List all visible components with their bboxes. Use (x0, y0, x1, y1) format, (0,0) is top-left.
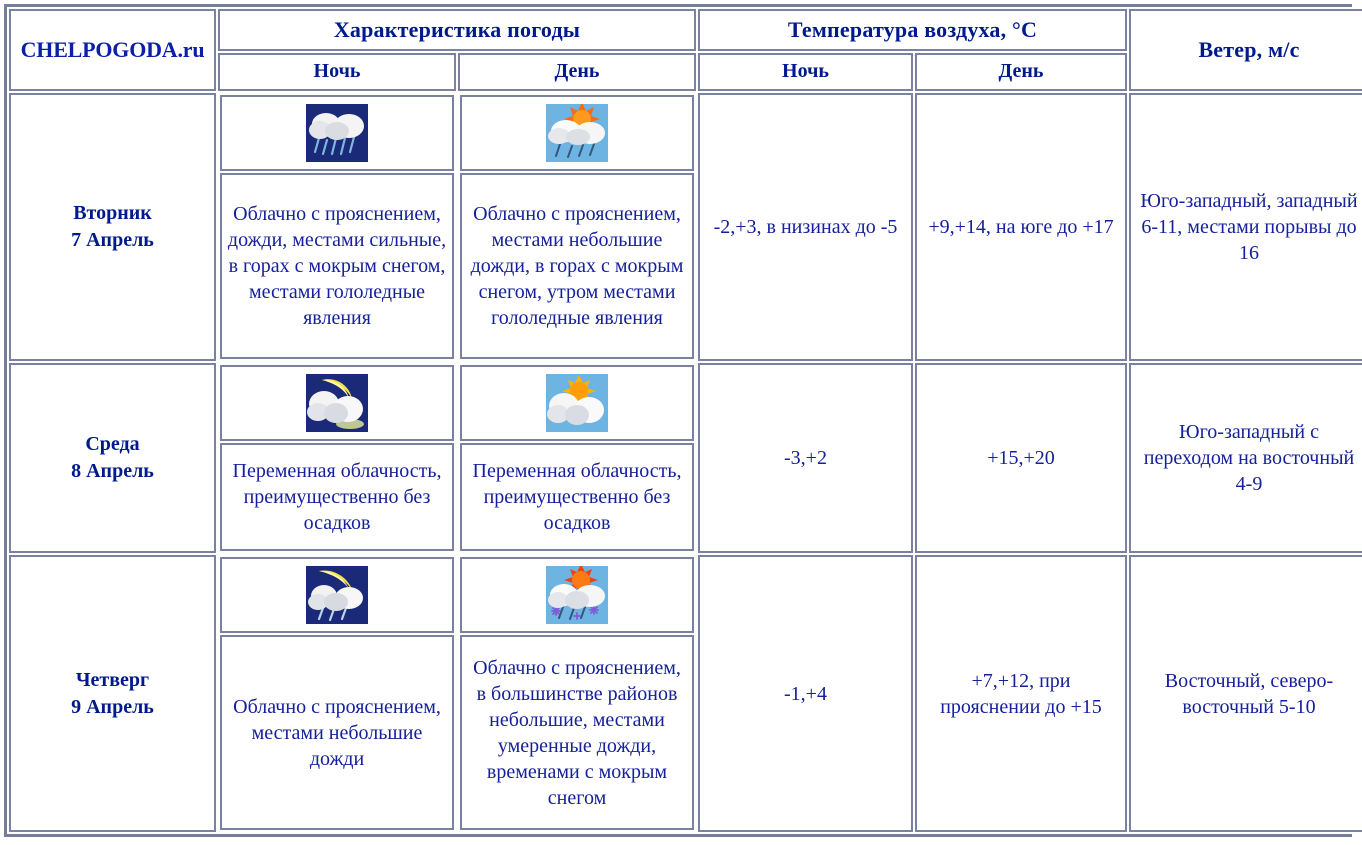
day-description: Переменная облачность, преимущественно без осадков (460, 443, 694, 551)
night-moon-cloud-icon (306, 374, 368, 432)
night-description: Облачно с прояснением, местами небольшие дожди (220, 635, 454, 830)
night-description: Облачно с прояснением, дожди, местами сильные, в горах с мокрым снегом, местами гололедные явления (220, 173, 454, 359)
night-cloudy-rain-icon (306, 104, 368, 162)
day-name: Среда (85, 433, 140, 455)
night-temperature: -3,+2 (698, 363, 913, 553)
forecast-day-label (9, 363, 216, 553)
day-temperature: +9,+14, на юге до +17 (915, 93, 1127, 361)
night-description: Переменная облачность, преимущественно без осадков (220, 443, 454, 551)
night-temperature: -2,+3, в низинах до -5 (698, 93, 913, 361)
forecast-day-label (9, 555, 216, 832)
day-name: Четверг (75, 668, 150, 691)
day-date: 8 Апрель (71, 460, 154, 482)
wind-value: Юго-западный, западный 6-11, местами порывы до 16 (1129, 93, 1362, 361)
forecast-row (9, 363, 1362, 553)
day-weather-icon-cell (460, 95, 694, 171)
day-description: Облачно с прояснением, местами небольшие дожди, в горах с мокрым снегом, утром местами гололедные явления (460, 173, 694, 359)
night-temperature: -1,+4 (698, 555, 913, 832)
header-weather-characteristic: Характеристика погоды (218, 9, 696, 51)
day-characteristic-cell (458, 555, 696, 832)
day-date: 7 Апрель (71, 229, 154, 251)
night-characteristic-cell (218, 93, 456, 361)
day-temperature: +7,+12, при прояснении до +15 (915, 555, 1127, 832)
day-name: Вторник (73, 202, 152, 224)
day-characteristic-cell (458, 363, 696, 553)
night-characteristic-cell (218, 363, 456, 553)
header-characteristic-night: Ночь (218, 53, 456, 91)
day-sun-cloud-icon (546, 374, 608, 432)
forecast-row (9, 93, 1362, 361)
day-sun-cloud-sleet-icon (546, 566, 608, 624)
site-logo[interactable]: CHELPOGODA.ru (9, 9, 216, 91)
wind-value: Юго-западный с переходом на восточный 4-9 (1129, 363, 1362, 553)
day-sun-cloud-rain-icon (546, 104, 608, 162)
night-weather-icon-cell (220, 95, 454, 171)
header-air-temperature: Температура воздуха, °C (698, 9, 1127, 51)
forecast-row (9, 555, 1362, 832)
header-characteristic-day: День (458, 53, 696, 91)
wind-value: Восточный, северо-восточный 5-10 (1129, 555, 1362, 832)
header-temperature-day: День (915, 53, 1127, 91)
header-row-top (9, 9, 1362, 51)
weather-forecast-table (7, 7, 1362, 834)
night-weather-icon-cell (220, 365, 454, 441)
header-wind: Ветер, м/с (1129, 9, 1362, 91)
day-weather-icon-cell (460, 557, 694, 633)
day-characteristic-cell (458, 93, 696, 361)
day-temperature: +15,+20 (915, 363, 1127, 553)
night-moon-cloud-rain-icon (306, 566, 368, 624)
day-description: Облачно с прояснением, в большинстве районов небольшие, местами умеренные дожди, временами с мокрым снегом (460, 635, 694, 830)
day-date: 9 Апрель (71, 695, 154, 718)
weather-forecast-frame (4, 4, 1358, 837)
day-weather-icon-cell (460, 365, 694, 441)
forecast-day-label (9, 93, 216, 361)
header-temperature-night: Ночь (698, 53, 913, 91)
night-characteristic-cell (218, 555, 456, 832)
night-weather-icon-cell (220, 557, 454, 633)
